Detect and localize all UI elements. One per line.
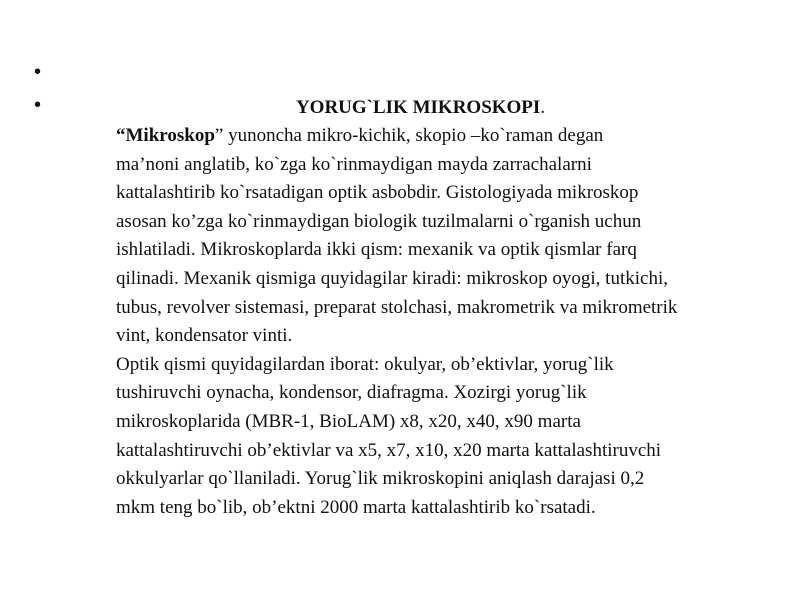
paragraph-line: ishlatiladi. Mikroskoplarda ikki qism: mexanik va optik qismlar farq	[116, 239, 637, 261]
term-mikroskop: “Mikroskop	[116, 125, 215, 146]
paragraph-line: asosan ko’zga ko`rinmaydigan biologik tuzilmalarni o`rganish uchun	[116, 210, 642, 232]
slide-title-text: YORUG`LIK MIKROSKOPI	[295, 97, 541, 118]
paragraph-definition	[78, 122, 743, 351]
paragraph-line: mikroskoplarida (MBR-1, BioLAM) x8, x20, x40, x90 marta	[116, 410, 581, 432]
paragraph-line: tubus, revolver sistemasi, preparat stolchasi, makrometrik va mikrometrik	[116, 296, 678, 318]
paragraph-line: tushiruvchi oynacha, kondensor, diafragma. Xozirgi yorug`lik	[116, 382, 587, 404]
paragraph-line: vint, kondensator vinti.	[116, 325, 293, 347]
bullet-marker: •	[34, 61, 42, 83]
paragraph-line: kattalashtiruvchi ob’ektivlar va x5, x7, x10, x20 marta kattalashtiruvchi	[116, 439, 662, 461]
paragraph-line: ma’noni anglatib, ko`zga ko`rinmaydigan mayda zarrachalarni	[116, 153, 592, 175]
bullet-marker: •	[34, 94, 42, 116]
paragraph-line: okkulyarlar qo`llaniladi. Yorug`lik mikroskopini aniqlash darajasi 0,2	[116, 468, 645, 490]
paragraph-line: qilinadi. Mexanik qismiga quyidagilar kiradi: mikroskop oyogi, tutkichi,	[116, 267, 668, 289]
paragraph-text: Optik qismi quyidagilardan iborat: okulyar, ob’ektivlar, yorug`lik	[116, 353, 614, 375]
paragraph-text: ” yunoncha mikro-kichik, skopio –ko`raman degan	[214, 125, 604, 146]
slide-title	[78, 94, 743, 122]
slide-title-period: .	[540, 97, 546, 118]
paragraph-optics	[78, 351, 743, 523]
paragraph-line: kattalashtirib ko`rsatadigan optik asbobdir. Gistologiyada mikroskop	[116, 182, 639, 204]
paragraph-line: mkm teng bo`lib, ob’ektni 2000 marta kattalashtirib ko`rsatadi.	[116, 496, 596, 518]
slide-content	[78, 94, 743, 522]
